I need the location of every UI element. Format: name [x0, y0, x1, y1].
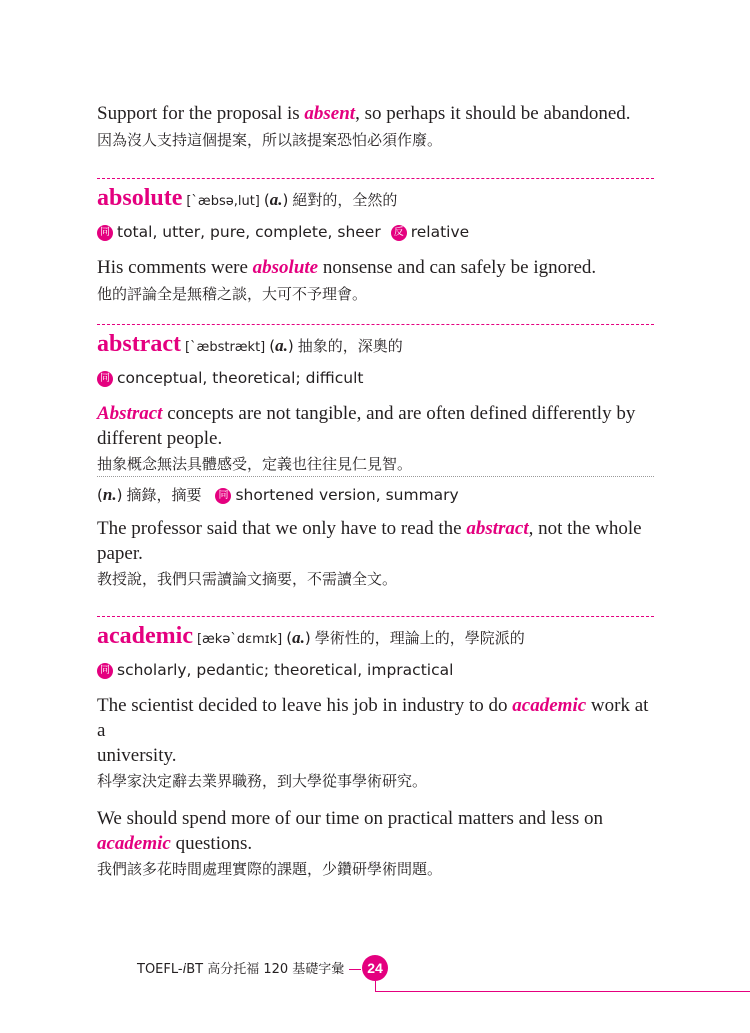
synonym-badge-icon: 同	[215, 488, 231, 504]
example-sentence-en: His comments were absolute nonsense and can safely be ignored.	[97, 257, 597, 278]
headword: abstract	[97, 331, 181, 357]
headword: absolute	[97, 185, 183, 211]
entry-divider	[97, 324, 654, 325]
keyword: absent	[304, 103, 356, 124]
sentence-text: , so perhaps it should be abandoned.	[355, 103, 631, 124]
entry-academic	[97, 621, 657, 880]
page-number: 24	[362, 955, 388, 981]
definition: 絕對的，全然的	[292, 191, 398, 209]
synonyms-row	[97, 220, 657, 245]
example-sentence-zh: 我們該多花時間處理實際的課題，少鑽研學術問題。	[97, 860, 443, 878]
definition: 摘錄，摘要	[126, 486, 202, 504]
part-of-speech: (n.)	[97, 485, 123, 504]
headword: academic	[97, 623, 193, 649]
part-of-speech: (a.)	[263, 190, 289, 209]
example-sentence-zh: 他的評論全是無稽之談，大可不予理會。	[97, 285, 368, 303]
keyword: academic	[512, 695, 587, 716]
footer-rule-vertical	[375, 981, 376, 991]
entry-header	[97, 621, 657, 655]
example-sentence-zh: 因為沒人支持這個提案，所以該提案恐怕必須作廢。	[97, 131, 443, 149]
definition: 抽象的，深奧的	[297, 337, 403, 355]
example-sentence-zh: 科學家決定辭去業界職務，到大學從事學術研究。	[97, 772, 428, 790]
example-sentence-en	[97, 101, 657, 126]
synonyms: conceptual, theoretical; difficult	[117, 369, 364, 387]
example-sentence-en: The scientist decided to leave his job in industry to do academic work at a university.	[97, 695, 649, 766]
entry-divider	[97, 178, 654, 179]
example-sentence-zh: 抽象概念無法具體感受，定義也往往見仁見智。	[97, 455, 413, 473]
keyword: academic	[97, 833, 171, 854]
phonetic: [`æbsə,lut]	[186, 194, 260, 209]
synonym-badge-icon: 同	[97, 663, 113, 679]
sentence-text: Support for the proposal is	[97, 103, 305, 124]
phonetic: [ækə`dεmɪk]	[196, 632, 283, 647]
entry-absolute	[97, 183, 657, 305]
phonetic: [`æbstrækt]	[184, 340, 266, 355]
antonyms: relative	[410, 223, 470, 241]
entry-abstract	[97, 329, 657, 475]
synonym-badge-icon: 同	[97, 371, 113, 387]
antonym-badge-icon: 反	[391, 225, 407, 241]
example-sentence-en: The professor said that we only have to read the abstract, not the whole paper.	[97, 518, 642, 564]
entry-divider	[97, 616, 654, 617]
example-sentence-en: Abstract concepts are not tangible, and are often defined differently by different people.	[97, 403, 636, 449]
sense-divider	[97, 476, 654, 477]
example-sentence-zh: 教授說，我們只需讀論文摘要，不需讀全文。	[97, 570, 398, 588]
part-of-speech: (a.)	[286, 628, 311, 647]
top-example	[97, 101, 657, 151]
footer-book-title: TOEFL-iBT 高分托福 120 基礎字彙	[137, 962, 345, 977]
synonyms-row	[97, 366, 657, 391]
definition: 學術性的，理論上的，學院派的	[314, 629, 525, 647]
synonyms: total, utter, pure, complete, sheer	[117, 223, 381, 241]
entry-abstract-noun	[97, 483, 657, 590]
example-sentence-en: We should spend more of our time on practical matters and less on academic questions.	[97, 808, 604, 854]
keyword: Abstract	[97, 403, 163, 424]
synonyms: shortened version, summary	[235, 486, 459, 504]
part-of-speech: (a.)	[269, 336, 294, 355]
footer-rule-left	[349, 969, 361, 970]
synonym-badge-icon: 同	[97, 225, 113, 241]
footer-rule-bottom	[375, 991, 750, 992]
sense-header	[97, 483, 657, 508]
synonyms-row	[97, 658, 657, 683]
keyword: abstract	[466, 518, 529, 539]
entry-header	[97, 329, 657, 363]
keyword: absolute	[252, 257, 319, 278]
entry-header	[97, 183, 657, 217]
synonyms: scholarly, pedantic; theoretical, impractical	[117, 661, 454, 679]
